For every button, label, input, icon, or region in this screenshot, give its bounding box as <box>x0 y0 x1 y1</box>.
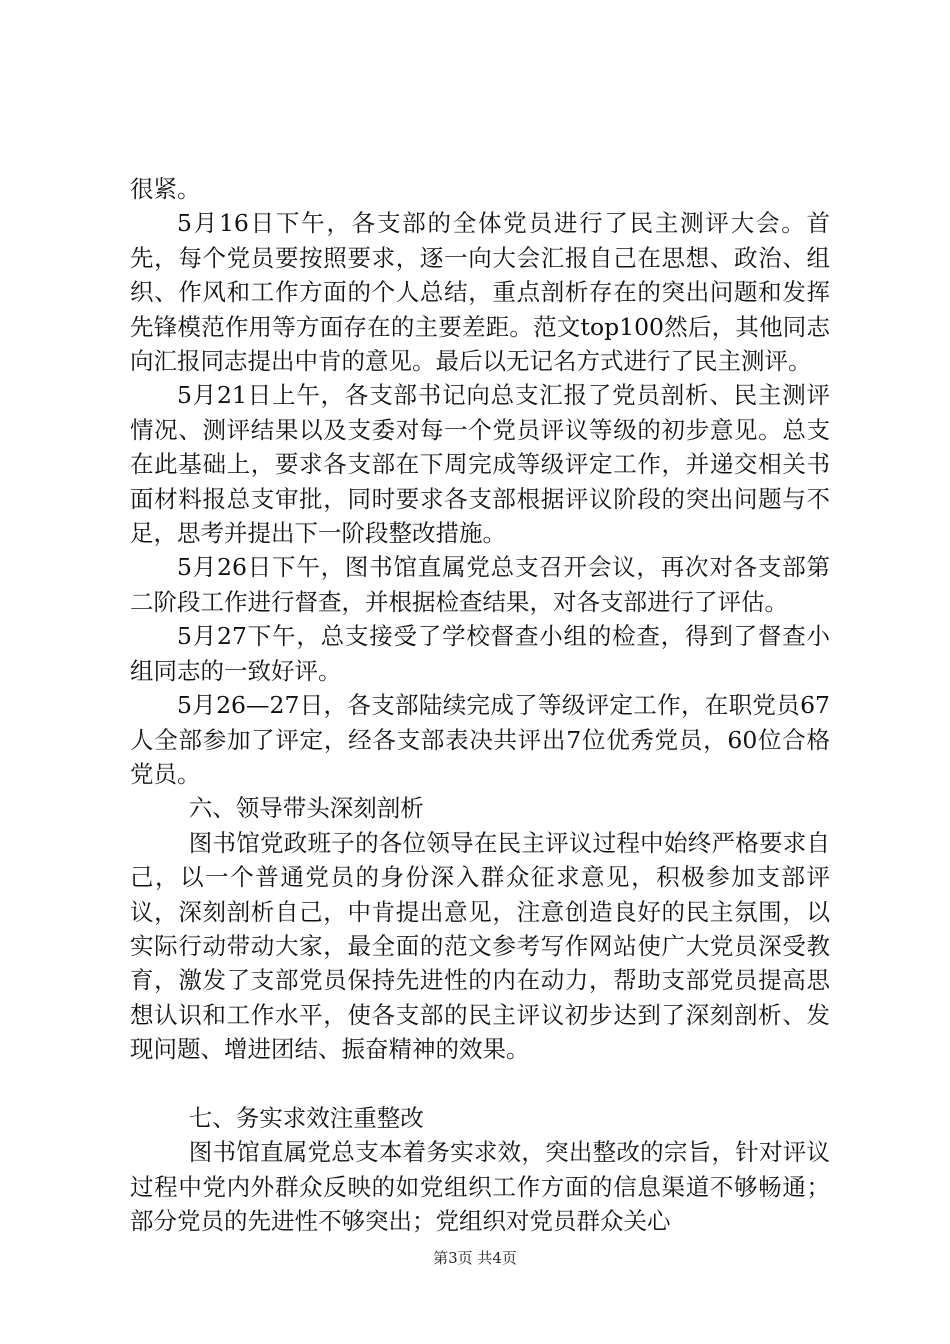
paragraph-may-26: 5月26日下午，图书馆直属党总支召开会议，再次对各支部第二阶段工作进行督查，并根据检查结果，对各支部进行了评估。 <box>130 553 830 616</box>
section-heading-seven: 七、务实求效注重整改 <box>188 1103 424 1132</box>
document-body <box>130 172 830 1239</box>
paragraph-may-27: 5月27下午，总支接受了学校督查小组的检查，得到了督查小组同志的一致好评。 <box>130 622 830 685</box>
paragraph-gap <box>130 1067 830 1101</box>
paragraph-continuation: 很紧。 <box>130 175 201 203</box>
paragraph-leadership: 图书馆党政班子的各位领导在民主评议过程中始终严格要求自己，以一个普通党员的身份深入群众征求意见，积极参加支部评议，深刻剖析自己，中肯提出意见，注意创造良好的民主氛围，以实际行动带动大家，最全面的范文参考写作网站使广大党员深受教育，激发了支部党员保持先进性的内在动力，帮助支部党员提高思想认识和工作水平，使各支部的民主评议初步达到了深刻剖析、发现问题、增进团结、振奋精神的效果。 <box>130 828 830 1064</box>
paragraph-rectification: 图书馆直属党总支本着务实求效，突出整改的宗旨，针对评议过程中党内外群众反映的如党组织工作方面的信息渠道不够畅通；部分党员的先进性不够突出；党组织对党员群众关心 <box>130 1138 830 1236</box>
page-footer: 第3页 共4页 <box>433 1249 517 1267</box>
paragraph-may-16: 5月16日下午，各支部的全体党员进行了民主测评大会。首先，每个党员要按照要求，逐一向大会汇报自己在思想、政治、组织、作风和工作方面的个人总结，重点剖析存在的突出问题和发挥先锋模范作用等方面存在的主要差距。范文top100然后，其他同志向汇报同志提出中肯的意见。最后以无记名方式进行了民主测评。 <box>130 209 830 376</box>
section-heading-six: 六、领导带头深刻剖析 <box>188 794 424 823</box>
paragraph-may-26-27: 5月26—27日，各支部陆续完成了等级评定工作，在职党员67人全部参加了评定，经各支部表决共评出7位优秀党员，60位合格党员。 <box>130 691 830 788</box>
paragraph-may-21: 5月21日上午，各支部书记向总支汇报了党员剖析、民主测评情况、测评结果以及支委对每一个党员评议等级的初步意见。总支在此基础上，要求各支部在下周完成等级评定工作，并递交相关书面材料报总支审批，同时要求各支部根据评议阶段的突出问题与不足，思考并提出下一阶段整改措施。 <box>130 381 830 548</box>
